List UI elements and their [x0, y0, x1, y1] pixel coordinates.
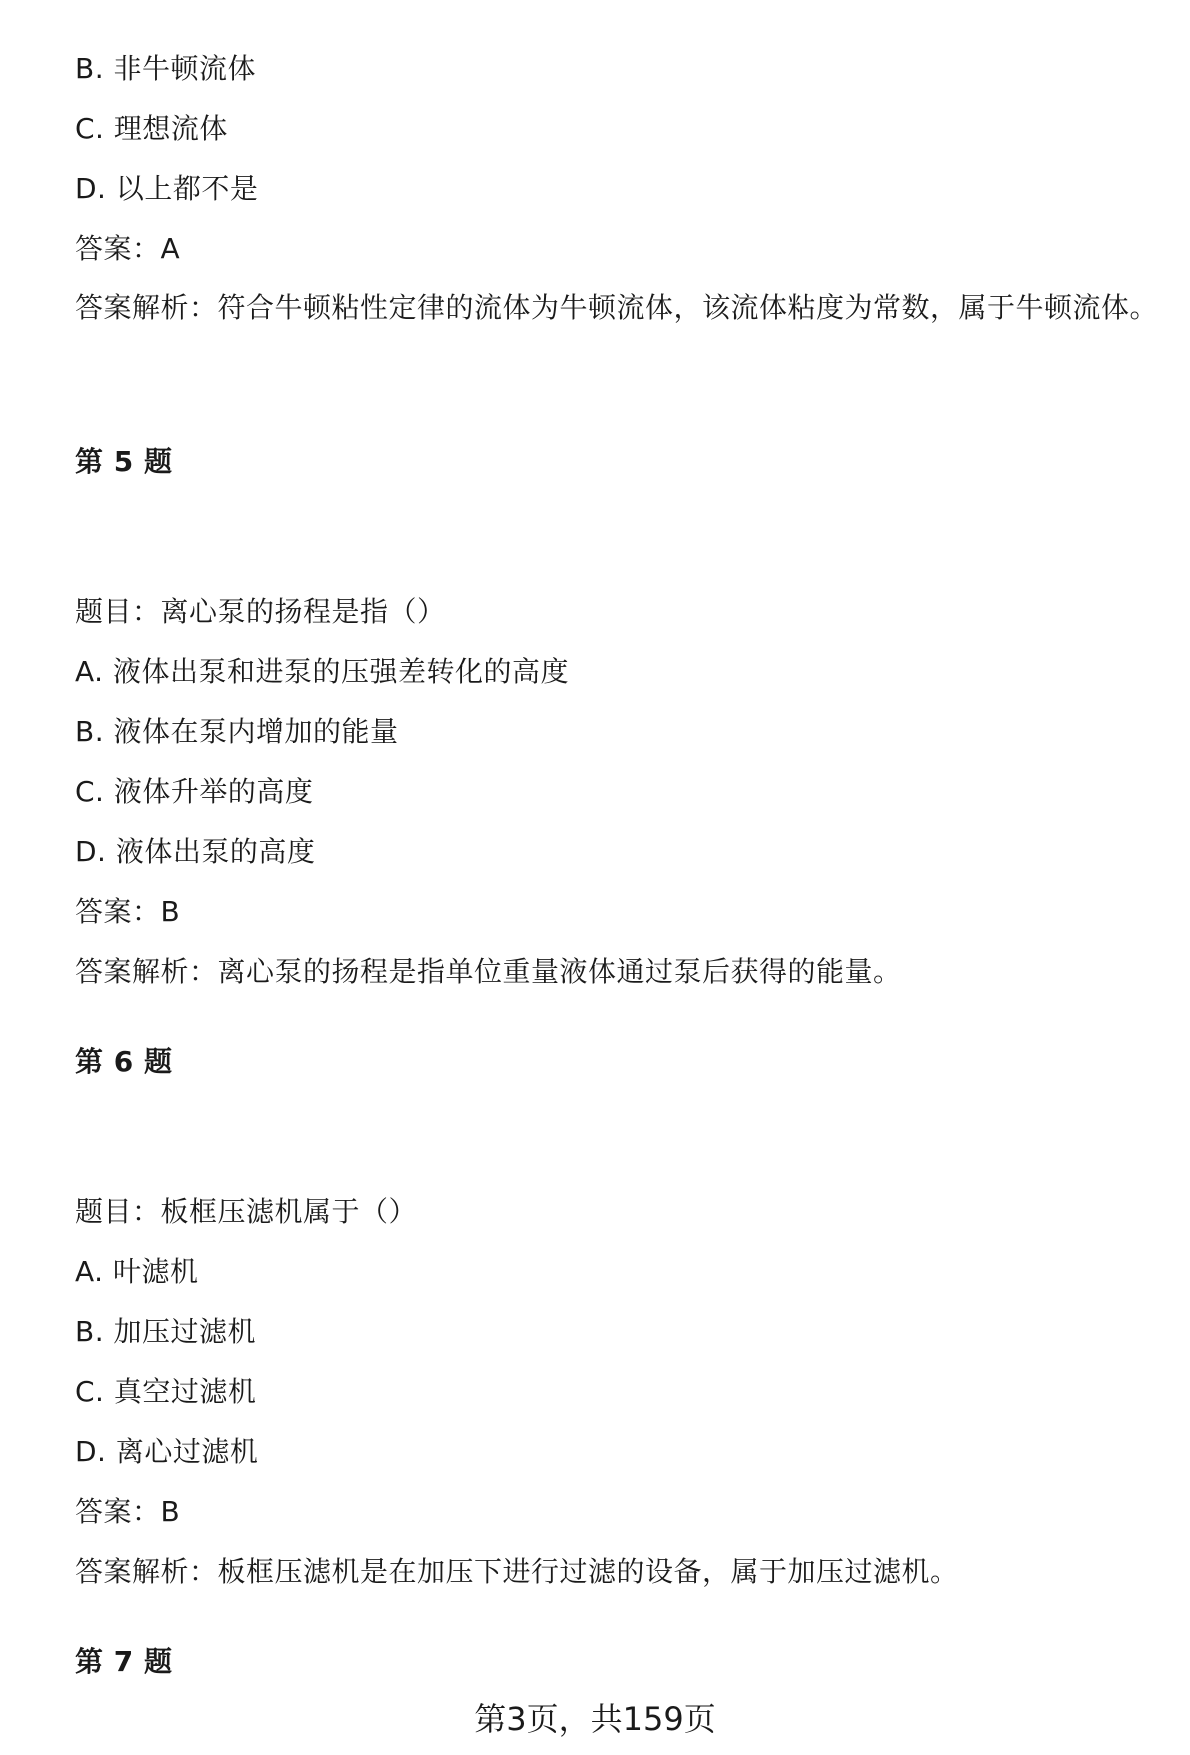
q6-option-b: B. 加压过滤机 [75, 1315, 257, 1348]
q5-stem: 题目：离心泵的扬程是指（） [75, 595, 446, 628]
q6-stem: 题目：板框压滤机属于（） [75, 1195, 418, 1228]
q5-heading: 第 5 题 [75, 445, 173, 478]
q5-option-c: C. 液体升举的高度 [75, 775, 314, 808]
q5-option-a: A. 液体出泵和进泵的压强差转化的高度 [75, 655, 569, 688]
q6-answer: 答案：B [75, 1495, 181, 1528]
q5-option-d: D. 液体出泵的高度 [75, 835, 316, 868]
q7-heading: 第 7 题 [75, 1645, 173, 1678]
q6-option-c: C. 真空过滤机 [75, 1375, 257, 1408]
q6-explanation: 答案解析：板框压滤机是在加压下进行过滤的设备，属于加压过滤机。 [75, 1555, 959, 1588]
q5-option-b: B. 液体在泵内增加的能量 [75, 715, 399, 748]
q6-option-d: D. 离心过滤机 [75, 1435, 259, 1468]
q6-option-a: A. 叶滤机 [75, 1255, 199, 1288]
q4-option-b: B. 非牛顿流体 [75, 52, 257, 85]
q4-option-c: C. 理想流体 [75, 112, 228, 145]
q4-answer: 答案：A [75, 232, 181, 265]
q4-option-d: D. 以上都不是 [75, 172, 259, 205]
q6-heading: 第 6 题 [75, 1045, 173, 1078]
q4-explanation: 答案解析：符合牛顿粘性定律的流体为牛顿流体，该流体粘度为常数，属于牛顿流体。 [75, 291, 1159, 324]
q5-explanation: 答案解析：离心泵的扬程是指单位重量液体通过泵后获得的能量。 [75, 955, 902, 988]
page-number-footer: 第3页，共159页 [474, 1700, 716, 1738]
q5-answer: 答案：B [75, 895, 181, 928]
